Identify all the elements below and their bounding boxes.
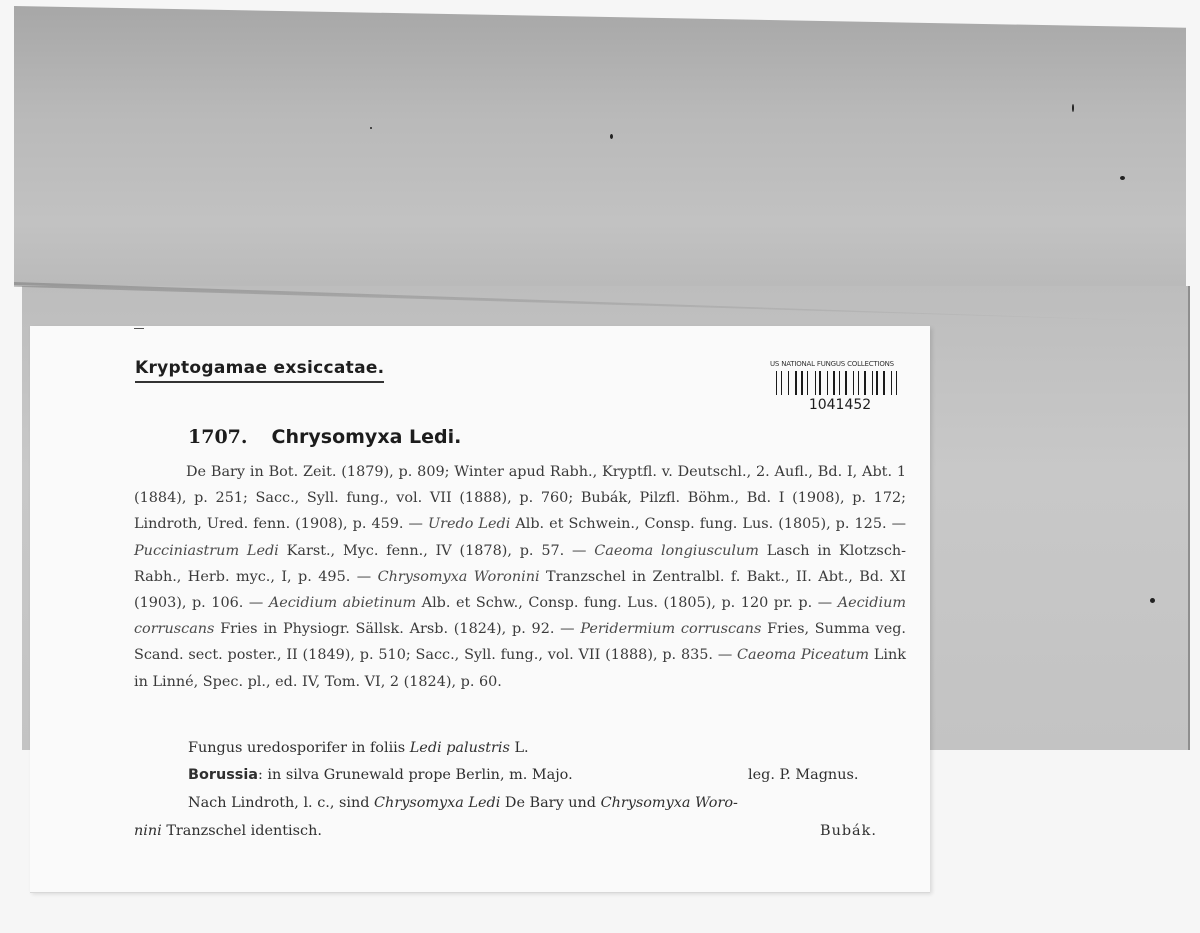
synonym-taxon: Caeoma Piceatum [737, 647, 870, 664]
barcode-bar [801, 371, 803, 395]
barcode-bar [788, 371, 789, 395]
barcode-bar [815, 371, 816, 395]
barcode-bar [833, 371, 834, 395]
synonymy-citation: Tranzschel in Zentralbl. f. Bakt., II. Abt., Bd. XI (1903), p. 106. — [134, 568, 906, 612]
synonym-taxon: Chrysomyxa Woronini [377, 568, 540, 585]
barcode-number: 1041452 [808, 397, 872, 413]
signature: Bubák. [820, 823, 877, 839]
host-prefix: Fungus uredosporifer in foliis [188, 740, 410, 756]
barcode-bar [807, 371, 808, 395]
barcode-bar [876, 371, 877, 395]
host-species: Ledi palustris [409, 740, 510, 756]
barcode-bar [896, 371, 897, 395]
barcode-bar [849, 371, 850, 395]
specimen-label [30, 326, 930, 892]
barcode-bar [798, 371, 799, 395]
barcode-bar [891, 371, 892, 395]
barcode-bar [776, 371, 777, 395]
locality-line [188, 767, 888, 783]
barcode-bars [776, 371, 902, 395]
taxon-name: Chrysomyxa Ledi. [271, 426, 462, 448]
barcode-bar [864, 371, 866, 395]
series-title: Kryptogamae exsiccatae. [135, 358, 384, 383]
specimen-number: 1707. [188, 426, 248, 448]
barcode-bar [819, 371, 820, 395]
barcode-bar [853, 371, 854, 395]
barcode-bar [868, 371, 869, 395]
note-suffix: Tranzschel identisch. [161, 823, 322, 839]
synonym-taxon: Caeoma longiusculum [594, 542, 759, 559]
barcode-bar [806, 371, 807, 395]
barcode-bar [872, 371, 873, 395]
synonymy-citation: De Bary in Bot. Zeit. (1879), p. 809; Winter apud Rabh., Kryptfl. v. Deutschl., 2. Aufl., Bd. I, Abt. 1 (1884), p. 251; Sacc., Syll. fung., vol. VII (1888), p. 760; Bubák, Pilzfl. Böhm., Bd. I (1908), p. 172; Lindroth, Ured. fenn. (1908), p. 459. — [134, 464, 906, 533]
barcode-bar [887, 371, 888, 395]
synonymy-citation: Alb. et Schw., Consp. fung. Lus. (1805), p. 120 pr. p. — [416, 595, 838, 612]
speck [1120, 176, 1125, 180]
host-line [188, 740, 529, 756]
barcode-bar [781, 371, 782, 395]
synonymy-citation: Fries, Summa veg. Scand. sect. poster., II (1849), p. 510; Sacc., Syll. fung., vol. VII (1888), p. 835. — [134, 621, 906, 664]
synonymy-text [134, 459, 906, 695]
synonym-taxon: Aecidium corruscans [134, 595, 906, 638]
speck [1150, 598, 1155, 603]
locality-text: : in silva Grunewald prope Berlin, m. Majo. [257, 767, 573, 783]
barcode-bar [874, 371, 875, 395]
barcode-bar [827, 371, 828, 395]
collector: leg. P. Magnus. [748, 767, 859, 783]
note-mid: De Bary und [500, 795, 601, 811]
barcode-bar [816, 371, 817, 395]
synonymy-citation: Karst., Myc. fenn., IV (1878), p. 57. — [278, 542, 595, 559]
barcode-bar [854, 371, 855, 395]
barcode-bar [893, 371, 894, 395]
locality-region: Borussia [188, 767, 258, 783]
speck [370, 127, 372, 129]
note-taxon-2b: nini [134, 823, 162, 839]
synonymy-citation: Lasch in Klotzsch-Rabh., Herb. myc., I, p. 495. — [134, 542, 907, 585]
synonym-taxon: Pucciniastrum Ledi [134, 542, 279, 559]
barcode-bar [836, 371, 837, 395]
label-corner-mark [134, 328, 144, 329]
barcode-bar [824, 371, 826, 395]
synonymy-citation: Link in Linné, Spec. pl., ed. IV, Tom. VI, 2 (1824), p. 60. [134, 647, 906, 690]
barcode-caption: US NATIONAL FUNGUS COLLECTIONS [770, 360, 894, 368]
barcode-bar [839, 371, 840, 395]
barcode-bar [858, 371, 859, 395]
barcode-bar [842, 371, 844, 395]
synonym-taxon: Uredo Ledi [427, 516, 511, 533]
barcode-bar [845, 371, 846, 395]
barcode-bar [862, 371, 863, 395]
barcode-bar [785, 371, 787, 395]
synonymy-citation: Alb. et Schwein., Consp. fung. Lus. (1805), p. 125. — [510, 516, 906, 533]
barcode-bar [883, 371, 885, 395]
barcode-bar [810, 371, 811, 395]
synonym-taxon: Peridermium corruscans [580, 621, 762, 638]
speck [610, 134, 613, 139]
synonymy-citation: Fries in Physiogr. Sällsk. Arsb. (1824), p. 92. — [214, 621, 581, 638]
specimen-heading [188, 426, 461, 448]
barcode [770, 360, 910, 424]
packet-flap [14, 6, 1186, 316]
speck [1072, 104, 1074, 112]
note-prefix: Nach Lindroth, l. c., sind [188, 795, 375, 811]
barcode-bar [830, 371, 831, 395]
note-line [188, 795, 908, 811]
barcode-bar [795, 371, 796, 395]
host-suffix: L. [509, 740, 529, 756]
barcode-bar [791, 371, 792, 395]
barcode-bar [778, 371, 779, 395]
barcode-bar [881, 371, 882, 395]
synonym-taxon: Aecidium abietinum [268, 595, 417, 612]
note-taxon-1: Chrysomyxa Ledi [374, 795, 501, 811]
note-line-2 [134, 823, 322, 839]
note-taxon-2a: Chrysomyxa Woro- [600, 795, 738, 811]
barcode-bar [900, 371, 901, 395]
